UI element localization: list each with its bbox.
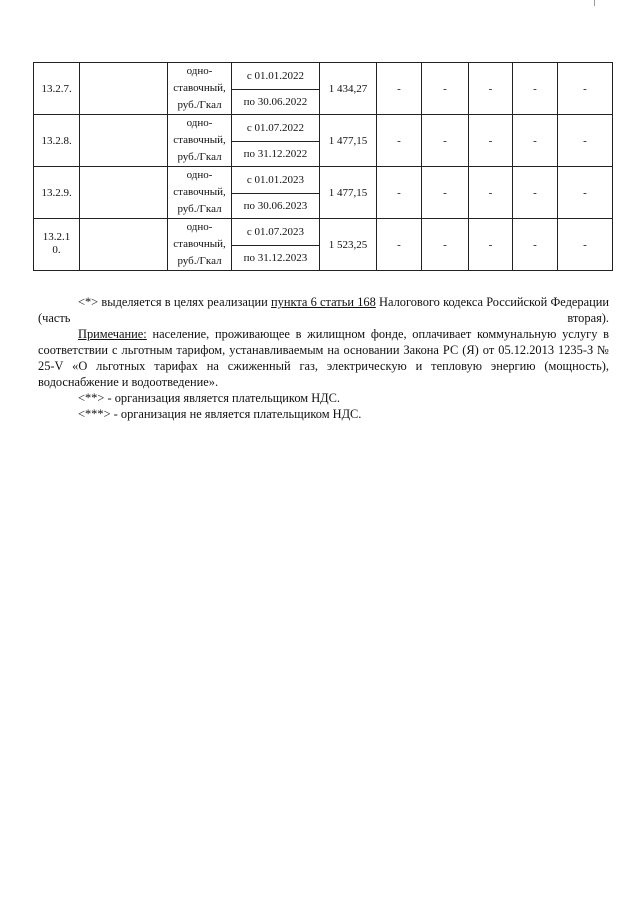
dash-cell-5: - xyxy=(558,219,613,271)
row-number-cell xyxy=(34,63,80,115)
footnote-vat-single-star xyxy=(38,294,609,326)
dash-cell-1: - xyxy=(377,167,422,219)
unit-line-3: руб./Гкал xyxy=(177,99,222,111)
tariff-value: 1 523,25 xyxy=(320,219,377,271)
table-row xyxy=(34,63,613,115)
row-number: 13.2.9. xyxy=(41,186,72,199)
dash-cell-3: - xyxy=(469,63,513,115)
tariff-value: 1 477,15 xyxy=(320,167,377,219)
period-box xyxy=(232,220,319,270)
row-number: 13.2.7. xyxy=(41,82,72,95)
dash-cell-4: - xyxy=(513,115,558,167)
row-number: 13.2.8. xyxy=(41,134,72,147)
period-box xyxy=(232,116,319,166)
dash-cell-2: - xyxy=(422,63,469,115)
unit-line-1: одно- xyxy=(186,221,213,233)
remark-paragraph xyxy=(38,326,609,390)
period-from: с 01.07.2022 xyxy=(232,116,319,142)
row-name-cell xyxy=(80,219,168,271)
remark-label: Примечание: xyxy=(78,327,147,341)
dash-cell-1: - xyxy=(377,115,422,167)
dash-cell-5: - xyxy=(558,115,613,167)
unit-line-2: ставочный, xyxy=(173,134,226,146)
dash-cell-1: - xyxy=(377,219,422,271)
unit-line-2: ставочный, xyxy=(173,186,226,198)
dash-cell-4: - xyxy=(513,167,558,219)
unit-line-1: одно- xyxy=(186,65,213,77)
tariff-table xyxy=(33,62,613,271)
unit-cell xyxy=(168,167,232,219)
period-cell xyxy=(232,167,320,219)
period-cell xyxy=(232,219,320,271)
footnote-marker-double-star: <**> xyxy=(78,391,105,405)
period-box xyxy=(232,168,319,218)
unit-line-3: руб./Гкал xyxy=(177,255,222,267)
unit-line-1: одно- xyxy=(186,169,213,181)
table-row xyxy=(34,219,613,271)
dash-cell-3: - xyxy=(469,115,513,167)
footnote-marker-single-star: <*> xyxy=(78,295,99,309)
tariff-value: 1 434,27 xyxy=(320,63,377,115)
row-number: 13.2.1 0. xyxy=(42,231,71,256)
unit-line-2: ставочный, xyxy=(173,238,226,250)
dash-cell-2: - xyxy=(422,115,469,167)
dash-cell-4: - xyxy=(513,63,558,115)
period-from: с 01.01.2023 xyxy=(232,168,319,194)
row-number-cell xyxy=(34,219,80,271)
dash-cell-4: - xyxy=(513,219,558,271)
period-to: по 31.12.2023 xyxy=(243,251,308,264)
period-cell xyxy=(232,63,320,115)
footnote-marker-triple-star: <***> xyxy=(78,407,111,421)
dash-cell-5: - xyxy=(558,167,613,219)
table-body xyxy=(34,63,613,271)
unit-line-2: ставочный, xyxy=(173,82,226,94)
period-from: с 01.07.2023 xyxy=(232,220,319,246)
law-article-link[interactable]: пункта 6 статьи 168 xyxy=(271,295,376,309)
row-number-cell xyxy=(34,115,80,167)
page-edge-mark xyxy=(594,0,595,6)
row-name-cell xyxy=(80,115,168,167)
footnote-vat-double-star xyxy=(38,390,609,406)
table-row xyxy=(34,167,613,219)
unit-cell xyxy=(168,63,232,115)
footnote-text: - организация не является плательщиком НДС. xyxy=(110,407,362,421)
dash-cell-3: - xyxy=(469,219,513,271)
dash-cell-3: - xyxy=(469,167,513,219)
row-number-cell xyxy=(34,167,80,219)
unit-line-3: руб./Гкал xyxy=(177,151,222,163)
remark-text: население, проживающее в жилищном фонде, оплачивает коммунальную услугу в соответствии с льготным тарифом, устанавливаемым на основании Закона РС (Я) от 05.12.2013 1235-З № 25-V «О льготных тарифах на сжиженный газ, электрическую и тепловую энергию (мощность), водоснабжение и водоотведение». xyxy=(38,327,609,389)
footnotes xyxy=(38,294,609,422)
unit-line-1: одно- xyxy=(186,117,213,129)
dash-cell-2: - xyxy=(422,167,469,219)
period-to: по 30.06.2022 xyxy=(243,95,308,108)
unit-cell xyxy=(168,115,232,167)
period-to: по 30.06.2023 xyxy=(243,199,308,212)
unit-line-3: руб./Гкал xyxy=(177,203,222,215)
footnote-vat-triple-star xyxy=(38,406,609,422)
footnote-text: Налогового кодекса Российской Федерации (часть вторая). xyxy=(38,295,609,325)
footnote-text: выделяется в целях реализации xyxy=(98,295,272,309)
dash-cell-5: - xyxy=(558,63,613,115)
period-cell xyxy=(232,115,320,167)
row-name-cell xyxy=(80,63,168,115)
footnote-text: - организация является плательщиком НДС. xyxy=(104,391,340,405)
dash-cell-2: - xyxy=(422,219,469,271)
period-from: с 01.01.2022 xyxy=(232,64,319,90)
period-box xyxy=(232,64,319,114)
dash-cell-1: - xyxy=(377,63,422,115)
period-to: по 31.12.2022 xyxy=(243,147,308,160)
tariff-value: 1 477,15 xyxy=(320,115,377,167)
table-row xyxy=(34,115,613,167)
row-name-cell xyxy=(80,167,168,219)
unit-cell xyxy=(168,219,232,271)
